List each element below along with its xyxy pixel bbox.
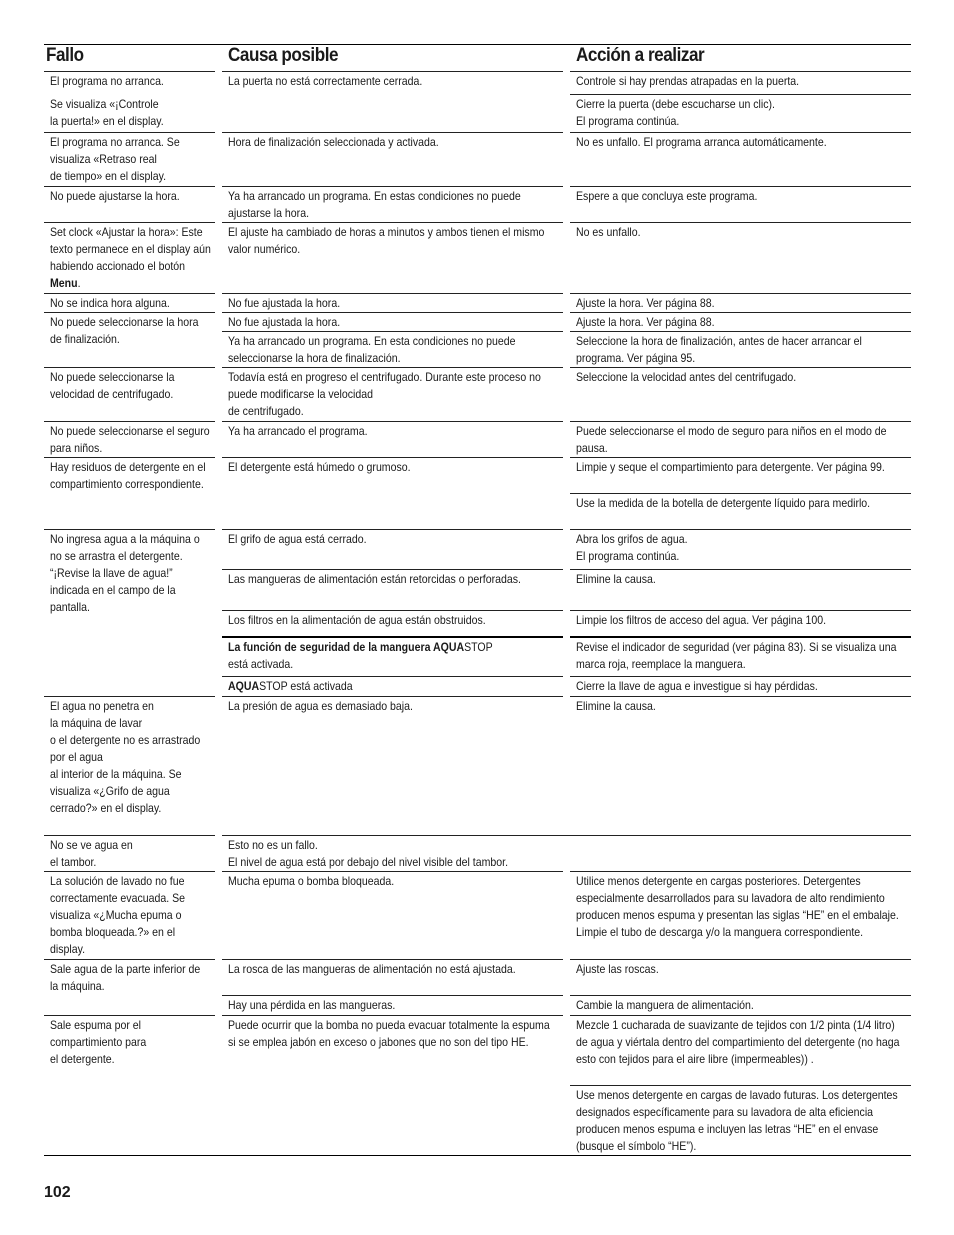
causa-cell: [222, 421, 563, 457]
causa-cell: [222, 132, 563, 187]
page-number: 102: [44, 1184, 71, 1201]
fallo-cell: [44, 1015, 215, 1155]
fallo-cell: [44, 421, 215, 457]
causa-cell: [222, 959, 563, 995]
accion-cell: [570, 1015, 911, 1085]
fallo-text: Se visualiza «¡Controle la puerta!» en el display.: [50, 97, 164, 128]
causa-cell: [222, 1015, 563, 1155]
accion-cell: [570, 367, 911, 421]
causa-text: Puede ocurrir que la bomba no pueda evacuar totalmente la espuma si se emplea jabón en exceso o jabones que no son del tipo HE.: [228, 1018, 550, 1049]
causa-text: La presión de agua es demasiado baja.: [228, 699, 413, 713]
causa-cell: [222, 676, 563, 696]
causa-cell: [222, 186, 563, 222]
fallo-text: No puede seleccionarse la hora de finalización.: [50, 315, 199, 346]
causa-cell: [222, 569, 563, 610]
causa-cell: [222, 367, 563, 421]
accion-cell: [570, 493, 911, 529]
fallo-text: No se indica hora alguna.: [50, 296, 170, 310]
fallo-cell: [44, 367, 215, 421]
causa-cell: [222, 457, 563, 529]
accion-cell: [570, 636, 911, 676]
header-fallo: Fallo: [46, 45, 84, 66]
fallo-cell: [44, 696, 215, 835]
fallo-text: Set clock «Ajustar la hora»: Este texto permanece en el display aún habiendo accionado el botón Menu.: [50, 225, 211, 290]
accion-text: Limpie y seque el compartimiento para detergente. Ver página 99.: [576, 460, 885, 474]
accion-cell: [570, 222, 911, 293]
causa-text: El grifo de agua está cerrado.: [228, 532, 367, 546]
causa-cell: [222, 871, 563, 959]
accion-cell: [570, 569, 911, 610]
causa-cell: [222, 995, 563, 1015]
fallo-text: El agua no penetra en la máquina de lavar o el detergente no es arrastrado por el agua al interior de la máquina. Se visualiza «¿Grifo de agua cerrado?» en el display.: [50, 699, 201, 815]
accion-text: Seleccione la hora de finalización, antes de hacer arrancar el programa. Ver página 95.: [576, 334, 862, 365]
causa-text: Los filtros en la alimentación de agua están obstruidos.: [228, 613, 486, 627]
accion-text: Mezcle 1 cucharada de suavizante de tejidos con 1/2 pinta (1/4 litro) de agua y viértala dentro del compartimiento del detergente (no haga esto con tejidos para el aire libre (impermeables)) .: [576, 1018, 900, 1066]
accion-text: Espere a que concluya este programa.: [576, 189, 758, 203]
accion-text: Ajuste la hora. Ver página 88.: [576, 315, 715, 329]
causa-cell: [222, 529, 563, 569]
causa-text: La función de seguridad de la manguera AQUASTOP está activada.: [228, 640, 493, 671]
accion-text: No es unfallo.: [576, 225, 641, 239]
fallo-text: No puede ajustarse la hora.: [50, 189, 180, 203]
fallo-cell: [44, 312, 215, 367]
causa-text: Ya ha arrancado el programa.: [228, 424, 368, 438]
causa-text: Ya ha arrancado un programa. En esta condiciones no puede seleccionarse la hora de finalización.: [228, 334, 516, 365]
fallo-text: Hay residuos de detergente en el compartimiento correspondiente.: [50, 460, 206, 491]
fallo-cell: [44, 529, 215, 696]
accion-cell: [570, 529, 911, 569]
table-bottom-rule: [44, 1155, 911, 1156]
fallo-text: Sale espuma por el compartimiento para el detergente.: [50, 1018, 147, 1066]
accion-cell: [570, 610, 911, 636]
causa-text: Todavía está en progreso el centrifugado. Durante este proceso no puede modificarse la velocidad de centrifugado.: [228, 370, 541, 418]
accion-cell: [570, 1085, 911, 1155]
accion-text: Elimine la causa.: [576, 699, 656, 713]
accion-text: No es unfallo. El programa arranca automáticamente.: [576, 135, 827, 149]
causa-cell: [222, 312, 563, 331]
fallo-text: El programa no arranca.: [50, 74, 164, 88]
causa-text: No fue ajustada la hora.: [228, 315, 341, 329]
fallo-text: No ingresa agua a la máquina o no se arrastra el detergente. “¡Revise la llave de agua!” indicada en el campo de la pantalla.: [50, 532, 200, 614]
causa-text: Hora de finalización seleccionada y activada.: [228, 135, 439, 149]
accion-text: Cierre la puerta (debe escucharse un clic). El programa continúa.: [576, 97, 775, 128]
accion-text: Controle si hay prendas atrapadas en la puerta.: [576, 74, 800, 88]
accion-text: Abra los grifos de agua. El programa continúa.: [576, 532, 688, 563]
accion-cell: [570, 71, 911, 94]
accion-text: Use la medida de la botella de detergente líquido para medirlo.: [576, 496, 871, 510]
fallo-text: No puede seleccionarse la velocidad de centrifugado.: [50, 370, 175, 401]
fallo-cell: [44, 222, 215, 293]
accion-text: Cambie la manguera de alimentación.: [576, 998, 754, 1012]
fallo-cell: [44, 959, 215, 1015]
accion-cell: [570, 94, 911, 133]
causa-text: Las mangueras de alimentación están retorcidas o perforadas.: [228, 572, 521, 586]
causa-cell: [222, 696, 563, 835]
header-accion: Acción a realizar: [576, 45, 705, 66]
accion-text: Ajuste la hora. Ver página 88.: [576, 296, 715, 310]
fallo-cell: [44, 293, 215, 312]
accion-cell: [570, 696, 911, 835]
causa-cell: [222, 71, 563, 133]
accion-text: Puede seleccionarse el modo de seguro para niños en el modo de pausa.: [576, 424, 887, 455]
causa-cell: [222, 610, 563, 636]
accion-cell: [570, 995, 911, 1015]
accion-cell: [570, 676, 911, 696]
causa-text: Esto no es un fallo. El nivel de agua está por debajo del nivel visible del tambor.: [228, 838, 509, 869]
accion-text: Revise el indicador de seguridad (ver página 83). Si se visualiza una marca roja, reemplace la manguera.: [576, 640, 897, 671]
causa-text: AQUASTOP está activada: [228, 679, 353, 693]
accion-text: Cierre la llave de agua e investigue si hay pérdidas.: [576, 679, 818, 693]
causa-cell: [222, 293, 563, 312]
accion-cell: [570, 132, 911, 187]
causa-text: Ya ha arrancado un programa. En estas condiciones no puede ajustarse la hora.: [228, 189, 521, 220]
fallo-cell: [44, 132, 215, 187]
accion-text: Use menos detergente en cargas de lavado futuras. Los detergentes designados específicamente para su lavadora de alta eficiencia producen menos espuma e incluyen las letras “HE” en el envase (busque el símbolo “HE”).: [576, 1088, 898, 1153]
causa-cell: [222, 835, 911, 871]
accion-text: Ajuste las roscas.: [576, 962, 659, 976]
causa-cell: [222, 222, 563, 293]
fallo-text: No se ve agua en el tambor.: [50, 838, 133, 869]
causa-text: El ajuste ha cambiado de horas a minutos y ambos tienen el mismo valor numérico.: [228, 225, 545, 256]
causa-text: La rosca de las mangueras de alimentación no está ajustada.: [228, 962, 516, 976]
accion-text: Elimine la causa.: [576, 572, 656, 586]
causa-text: Mucha epuma o bomba bloqueada.: [228, 874, 395, 888]
accion-cell: [570, 312, 911, 331]
accion-cell: [570, 457, 911, 493]
header-causa: Causa posible: [228, 45, 339, 66]
causa-text: El detergente está húmedo o grumoso.: [228, 460, 411, 474]
fallo-text: El programa no arranca. Se visualiza «Retraso real de tiempo» en el display.: [50, 135, 180, 183]
accion-cell: [570, 293, 911, 312]
accion-text: Seleccione la velocidad antes del centrifugado.: [576, 370, 797, 384]
fallo-text: No puede seleccionarse el seguro para niños.: [50, 424, 210, 455]
accion-text: Utilice menos detergente en cargas posteriores. Detergentes especialmente desarrollados para su lavadora de alto rendimiento producen menos espuma y presentan las siglas “HE” en el embalaje. Limpie el tubo de descarga y/o la manguera correspondiente.: [576, 874, 899, 939]
accion-cell: [570, 871, 911, 959]
causa-text: Hay una pérdida en las mangueras.: [228, 998, 396, 1012]
accion-cell: [570, 959, 911, 995]
fallo-cell: [44, 835, 215, 871]
fallo-cell: [44, 457, 215, 529]
fallo-cell: [44, 186, 215, 222]
causa-cell: [222, 331, 563, 367]
fallo-text: Sale agua de la parte inferior de la máquina.: [50, 962, 201, 993]
accion-cell: [570, 331, 911, 367]
causa-cell: [222, 636, 563, 676]
accion-cell: [570, 186, 911, 222]
fallo-text: La solución de lavado no fue correctamente evacuada. Se visualiza «¿Mucha epuma o bomba bloqueada.?» en el display.: [50, 874, 186, 956]
menu-button-label: Menu: [50, 276, 78, 290]
accion-cell: [570, 421, 911, 457]
table-top-rule: [44, 44, 911, 45]
fallo-cell: [44, 71, 215, 133]
causa-text: No fue ajustada la hora.: [228, 296, 341, 310]
fallo-cell: [44, 871, 215, 959]
accion-text: Limpie los filtros de acceso del agua. Ver página 100.: [576, 613, 827, 627]
causa-text: La puerta no está correctamente cerrada.: [228, 74, 423, 88]
